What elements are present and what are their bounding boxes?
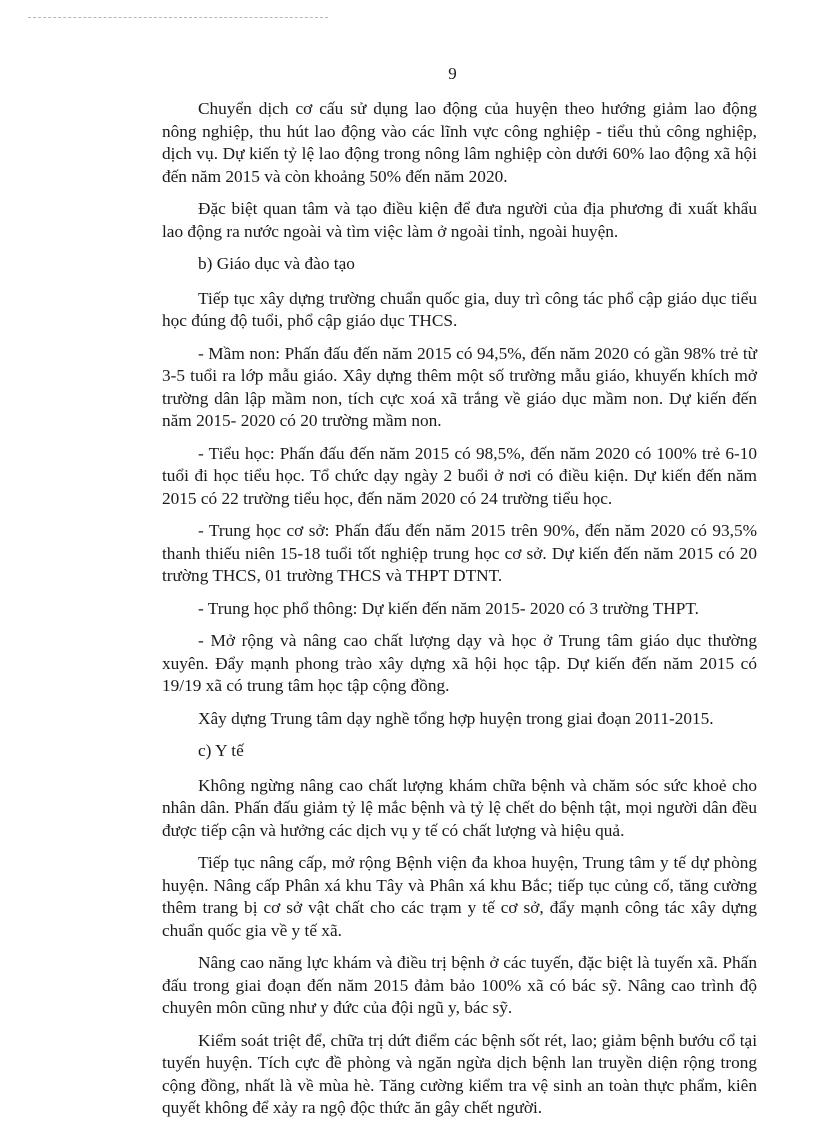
paragraph-labor-export: Đặc biệt quan tâm và tạo điều kiện để đưa người của địa phương đi xuất khẩu lao động ra nước ngoài và tìm việc làm ở ngoài tỉnh, ngoài huyện. bbox=[162, 199, 757, 241]
page-number: 9 bbox=[448, 64, 457, 83]
paragraph-lower-secondary: - Trung học cơ sở: Phấn đấu đến năm 2015 trên 90%, đến năm 2020 có 93,5% thanh thiếu niên 15-18 tuổi tốt nghiệp trung học cơ sở. Dự kiến đến năm 2015 có 20 trường THCS, 01 trường THCS và THPT DTNT. bbox=[162, 521, 757, 585]
paragraph-labor-structure: Chuyển dịch cơ cấu sử dụng lao động của huyện theo hướng giảm lao động nông nghiệp, thu hút lao động vào các lĩnh vực công nghiệp - tiểu thủ công nghiệp, dịch vụ. Dự kiến tỷ lệ lao động trong nông lâm nghiệp còn dưới 60% lao động xã hội đến năm 2015 và còn khoảng 50% đến năm 2020. bbox=[162, 99, 757, 186]
paragraph-disease-control: Kiểm soát triệt để, chữa trị dứt điểm các bệnh sốt rét, lao; giảm bệnh bướu cổ tại tuyến huyện. Tích cực đề phòng và ngăn ngừa dịch bệnh lan truyền diện rộng trong cộng đồng, nhất là về mùa hè. Tăng cường kiểm tra vệ sinh an toàn thực phẩm, kiên quyết không để xảy ra ngộ độc thức ăn gây chết người. bbox=[162, 1030, 757, 1117]
paragraph-upper-secondary: - Trung học phổ thông: Dự kiến đến năm 2015- 2020 có 3 trường THPT. bbox=[198, 598, 699, 618]
scan-artifact-line bbox=[28, 17, 328, 18]
section-heading-education: b) Giáo dục và đào tạo bbox=[198, 254, 355, 273]
document-page bbox=[162, 64, 757, 1130]
section-heading-health: c) Y tế bbox=[198, 741, 244, 760]
paragraph-education-intro: Tiếp tục xây dựng trường chuẩn quốc gia, duy trì công tác phổ cập giáo dục tiểu học đúng độ tuổi, phổ cập giáo dục THCS. bbox=[162, 288, 757, 330]
paragraph-vocational-center: Xây dựng Trung tâm dạy nghề tổng hợp huyện trong giai đoạn 2011-2015. bbox=[198, 708, 714, 728]
paragraph-health-facilities: Tiếp tục nâng cấp, mở rộng Bệnh viện đa khoa huyện, Trung tâm y tế dự phòng huyện. Nâng cấp Phân xá khu Tây và Phân xá khu Bắc; tiếp tục củng cố, tăng cường thêm trang bị cơ sở vật chất cho các trạm y tế cơ sở, đẩy mạnh công tác xây dựng chuẩn quốc gia về y tế xã. bbox=[162, 853, 757, 940]
paragraph-health-capacity: Nâng cao năng lực khám và điều trị bệnh ở các tuyến, đặc biệt là tuyến xã. Phấn đấu trong giai đoạn đến năm 2015 đảm bảo 100% xã có bác sỹ. Nâng cao trình độ chuyên môn cũng như y đức của đội ngũ y, bác sỹ. bbox=[162, 953, 757, 1017]
paragraph-health-quality: Không ngừng nâng cao chất lượng khám chữa bệnh và chăm sóc sức khoẻ cho nhân dân. Phấn đấu giảm tỷ lệ mắc bệnh và tỷ lệ chết do bệnh tật, mọi người dân đều được tiếp cận và hưởng các dịch vụ y tế có chất lượng và hiệu quả. bbox=[162, 775, 757, 840]
paragraph-preschool: - Mầm non: Phấn đấu đến năm 2015 có 94,5%, đến năm 2020 có gần 98% trẻ từ 3-5 tuổi ra lớp mẫu giáo. Xây dựng thêm một số trường mẫu giáo, khuyến khích mở trường dân lập mầm non, tích cực xoá xã trắng về giáo dục mầm non. Dự kiến đến năm 2015- 2020 có 20 trường mầm non. bbox=[162, 343, 757, 430]
paragraph-continuing-education: - Mở rộng và nâng cao chất lượng dạy và học ở Trung tâm giáo dục thường xuyên. Đẩy mạnh phong trào xây dựng xã hội học tập. Dự kiến đến năm 2015 có 19/19 xã có trung tâm học tập cộng đồng. bbox=[162, 631, 757, 695]
paragraph-primary: - Tiểu học: Phấn đấu đến năm 2015 có 98,5%, đến năm 2020 có 100% trẻ 6-10 tuổi đi học tiểu học. Tổ chức dạy ngày 2 buổi ở nơi có điều kiện. Dự kiến đến năm 2015 có 22 trường tiểu học, đến năm 2020 có 24 trường tiểu học. bbox=[162, 443, 757, 508]
